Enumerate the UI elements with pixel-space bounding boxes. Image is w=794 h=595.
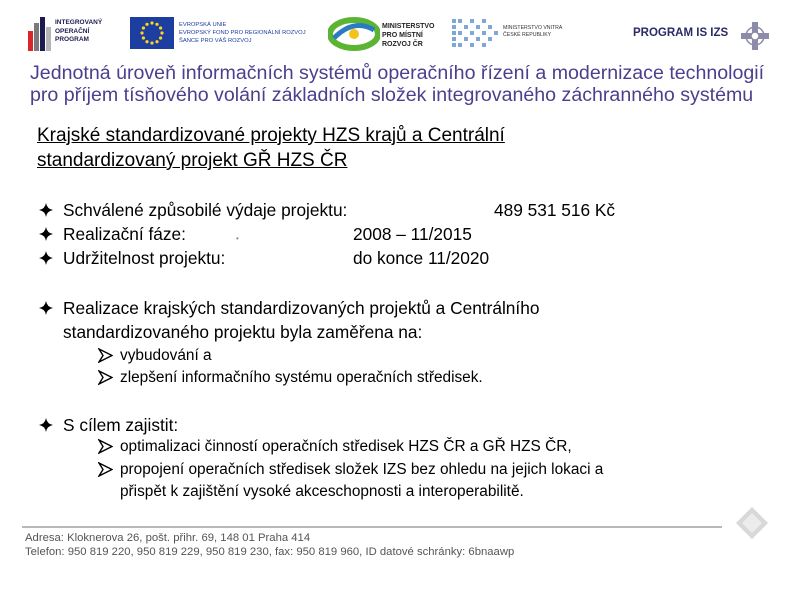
slide-heading (37, 123, 737, 173)
mmr-logo-text: MINISTERSTVO PRO MÍSTNÍ ROZVOJ ČR (382, 23, 435, 48)
eu-logo (130, 17, 330, 51)
eu-logo-text: EVROPSKÁ UNIE EVROPSKÝ FOND PRO REGIONÁLNÍ ROZVOJ ŠANCE PRO VÁŠ ROZVOJ (179, 22, 306, 44)
diamond-bullet-icon (39, 301, 53, 315)
banner-line-1: Jednotná úroveň informačních systémů operačního řízení a modernizace technologií (30, 62, 765, 84)
fact-label: Schválené způsobilé výdaje projektu: (63, 200, 348, 220)
fact-value: 2008 – 11/2015 (353, 224, 472, 244)
subitem-text: optimalizaci činností operačních středisek HZS ČR a GŘ HZS ČR, (120, 438, 572, 455)
mmr-swoosh-icon (328, 14, 380, 54)
izs-emblem-icon (739, 20, 771, 52)
goals-subitem (98, 459, 758, 501)
subitem-text: vybudování a (120, 347, 212, 364)
banner-line-2: pro příjem tísňového volání základních složek integrovaného záchranného systému (30, 84, 754, 106)
goals-subitem (98, 436, 758, 457)
goals-bullet (37, 413, 737, 437)
fact-bullet-sustainability (37, 246, 737, 270)
fact-label: Realizační fáze: (63, 224, 186, 244)
subitem-text-line-1: propojení operačních středisek složek IZS bez ohledu na jejich lokaci a (120, 461, 604, 478)
stray-mark: • (236, 234, 239, 243)
arrow-bullet-icon (98, 370, 113, 385)
footer-address: Adresa: Kloknerova 26, pošt. přihr. 69, 148 01 Praha 414 (25, 532, 311, 544)
fact-bullet-phase (37, 222, 737, 246)
footer-diamond-icon (735, 506, 769, 540)
subitem-text: zlepšení informačního systému operačních středisek. (120, 369, 483, 386)
realization-bullet (37, 296, 737, 344)
heading-line-2: standardizovaný projekt GŘ HZS ČR (37, 150, 348, 171)
iop-logo-icon (28, 17, 52, 51)
fact-label: Udržitelnost projektu: (63, 248, 226, 268)
fact-value: do konce 11/2020 (353, 248, 490, 268)
footer-divider (22, 526, 722, 528)
footer-phone: Telefon: 950 819 220, 950 819 229, 950 819 230, fax: 950 819 960, ID datové schránky: 6bnaawp (25, 546, 515, 558)
iop-logo-text: INTEGROVANÝ OPERAČNÍ PROGRAM (55, 19, 103, 43)
program-is-izs-logo (633, 20, 773, 54)
eu-flag-icon (130, 17, 174, 49)
diamond-bullet-icon (39, 227, 53, 241)
program-banner (30, 62, 780, 106)
arrow-bullet-icon (98, 348, 113, 363)
mv-pixel-icon (452, 17, 498, 51)
realization-subitem (98, 345, 718, 366)
mmr-logo (328, 14, 448, 54)
arrow-bullet-icon (98, 462, 113, 477)
fact-value: 489 531 516 Kč (494, 200, 616, 220)
diamond-bullet-icon (39, 203, 53, 217)
arrow-bullet-icon (98, 439, 113, 454)
program-logo-text: PROGRAM IS IZS (633, 27, 729, 39)
heading-line-1: Krajské standardizované projekty HZS krajů a Centrální (37, 125, 505, 146)
iop-logo (28, 17, 120, 51)
mv-logo-text: MINISTERSTVO VNITRA ČESKÉ REPUBLIKY (503, 25, 563, 38)
goals-title: S cílem zajistit: (63, 415, 179, 435)
diamond-bullet-icon (39, 418, 53, 432)
footer-contact (25, 531, 514, 559)
realization-line-2: standardizovaného projektu byla zaměřena na: (63, 322, 423, 342)
realization-line-1: Realizace krajských standardizovaných projektů a Centrálního (63, 298, 540, 318)
mv-logo (452, 17, 572, 51)
diamond-bullet-icon (39, 251, 53, 265)
fact-bullet-budget (37, 198, 737, 222)
realization-subitem (98, 367, 718, 388)
subitem-text-line-2: přispět k zajištění vysoké akceschopnosti a interoperabilitě. (120, 483, 524, 500)
